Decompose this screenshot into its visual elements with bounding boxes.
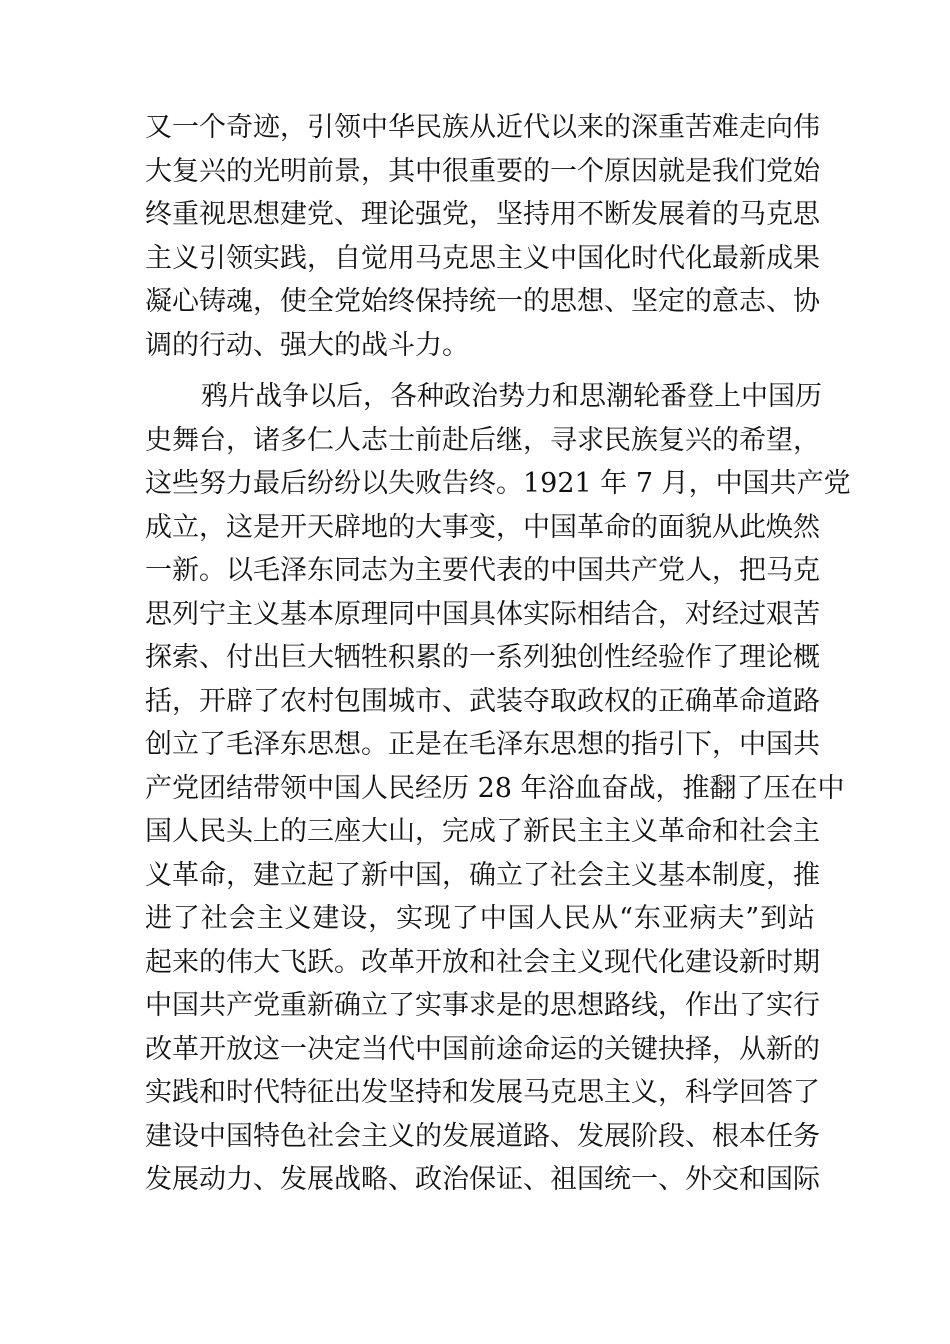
body-text xyxy=(145,106,851,1202)
text-line: 中国共产党重新确立了实事求是的思想路线，作出了实行 xyxy=(145,990,820,1021)
text-line: 产党团结带领中国人民经历 28 年浴血奋战，推翻了压在中 xyxy=(145,772,845,804)
text-line: 凝心铸魂，使全党始终保持统一的思想、坚定的意志、协 xyxy=(145,286,820,317)
text-line: 成立，这是开天辟地的大事变，中国革命的面貌从此焕然 xyxy=(145,511,820,543)
text-line: 这些努力最后纷纷以失败告终。1921 年 7 月，中国共产党 xyxy=(145,468,851,499)
paragraph xyxy=(145,375,851,1202)
text-line: 实践和时代特征出发坚持和发展马克思主义，科学回答了 xyxy=(145,1077,820,1108)
text-line: 国人民头上的三座大山，完成了新民主主义革命和社会主 xyxy=(145,816,820,847)
text-line: 鸦片战争以后，各种政治势力和思潮轮番登上中国历 xyxy=(201,381,822,412)
text-line: 进了社会主义建设，实现了中国人民从“东亚病夫”到站 xyxy=(145,903,815,934)
text-line: 发展动力、发展战略、政治保证、祖国统一、外交和国际 xyxy=(145,1164,820,1195)
text-line: 又一个奇迹，引领中华民族从近代以来的深重苦难走向伟 xyxy=(145,112,820,143)
text-line: 思列宁主义基本原理同中国具体实际相结合，对经过艰苦 xyxy=(145,598,820,630)
text-line: 大复兴的光明前景，其中很重要的一个原因就是我们党始 xyxy=(145,155,820,187)
text-line: 创立了毛泽东思想。正是在毛泽东思想的指引下，中国共 xyxy=(145,729,820,760)
text-line: 一新。以毛泽东同志为主要代表的中国共产党人，把马克 xyxy=(145,555,820,586)
text-line: 改革开放这一决定当代中国前途命运的关键抉择，从新的 xyxy=(145,1033,820,1065)
text-line: 建设中国特色社会主义的发展道路、发展阶段、根本任务 xyxy=(145,1120,820,1152)
text-line: 探索、付出巨大牺牲积累的一系列独创性经验作了理论概 xyxy=(145,642,820,673)
text-line: 调的行动、强大的战斗力。 xyxy=(145,329,469,361)
paragraph-gap xyxy=(145,367,815,375)
paragraph xyxy=(145,106,820,367)
text-line: 终重视思想建党、理论强党，坚持用不断发展着的马克思 xyxy=(145,199,820,230)
text-line: 史舞台，诸多仁人志士前赴后继，寻求民族复兴的希望， xyxy=(145,424,820,456)
text-line: 起来的伟大飞跃。改革开放和社会主义现代化建设新时期 xyxy=(145,946,820,978)
text-line: 括，开辟了农村包围城市、武装夺取政权的正确革命道路 xyxy=(145,685,820,717)
text-line: 义革命，建立起了新中国，确立了社会主义基本制度，推 xyxy=(145,859,820,891)
text-line: 主义引领实践，自觉用马克思主义中国化时代化最新成果 xyxy=(145,242,820,274)
